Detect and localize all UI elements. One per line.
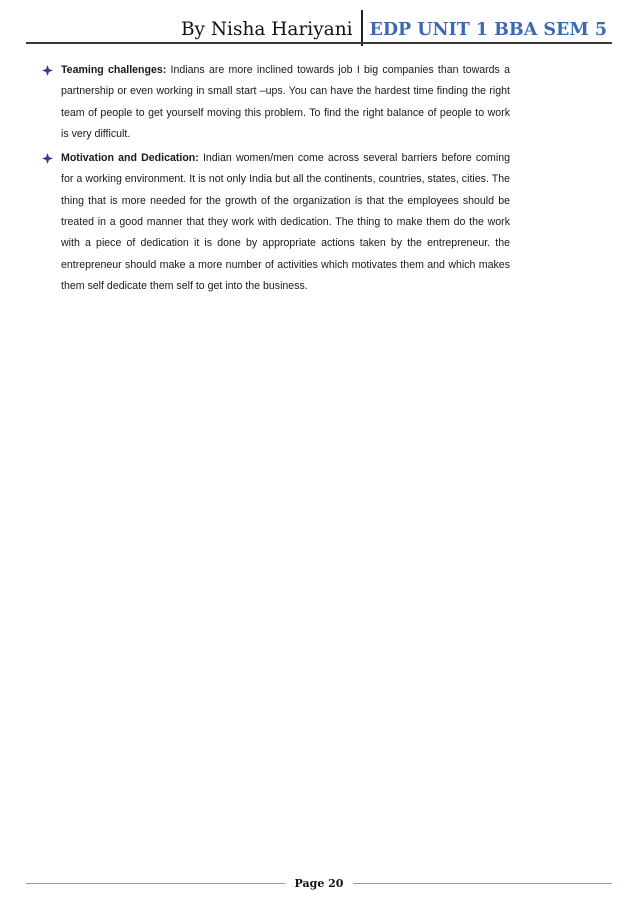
diamond-star-icon xyxy=(42,65,53,76)
bullet-text: Indians are more inclined towards job I big companies than towards a partnership or even working in small start –ups. You can have the hardest time finding the right team of people to get yourself moving this problem. To find the right balance of people to work is very difficult. xyxy=(61,64,510,140)
page-footer xyxy=(26,877,612,890)
header-title: EDP UNIT 1 BBA SEM 5 xyxy=(369,20,607,40)
header-rule xyxy=(26,42,612,44)
bullet-item-teaming xyxy=(42,60,510,145)
bullet-lead: Motivation and Dedication: xyxy=(61,152,199,165)
page-number: Page 20 xyxy=(294,877,344,890)
diamond-star-icon xyxy=(42,153,53,164)
footer-rule-left xyxy=(26,883,285,884)
header-bar xyxy=(181,10,607,46)
footer-rule-right xyxy=(353,883,612,884)
bullet-text: Indian women/men come across several barriers before coming for a working environment. It is not only India but all the continents, countries, states, cities. The thing that is more needed for the growth of the organization is that the employees should be treated in a good manner that they work with dedication. The thing to make them do the work with a piece of dedication it is done by appropriate actions taken by the entrepreneur. the entrepreneur should make a more number of activities which motivates them and which makes them self dedicate them self to get into the business. xyxy=(61,152,510,292)
header-author: By Nisha Hariyani xyxy=(180,19,353,40)
page-content xyxy=(42,60,510,297)
bullet-item-motivation xyxy=(42,148,510,297)
bullet-lead: Teaming challenges: xyxy=(61,64,167,76)
